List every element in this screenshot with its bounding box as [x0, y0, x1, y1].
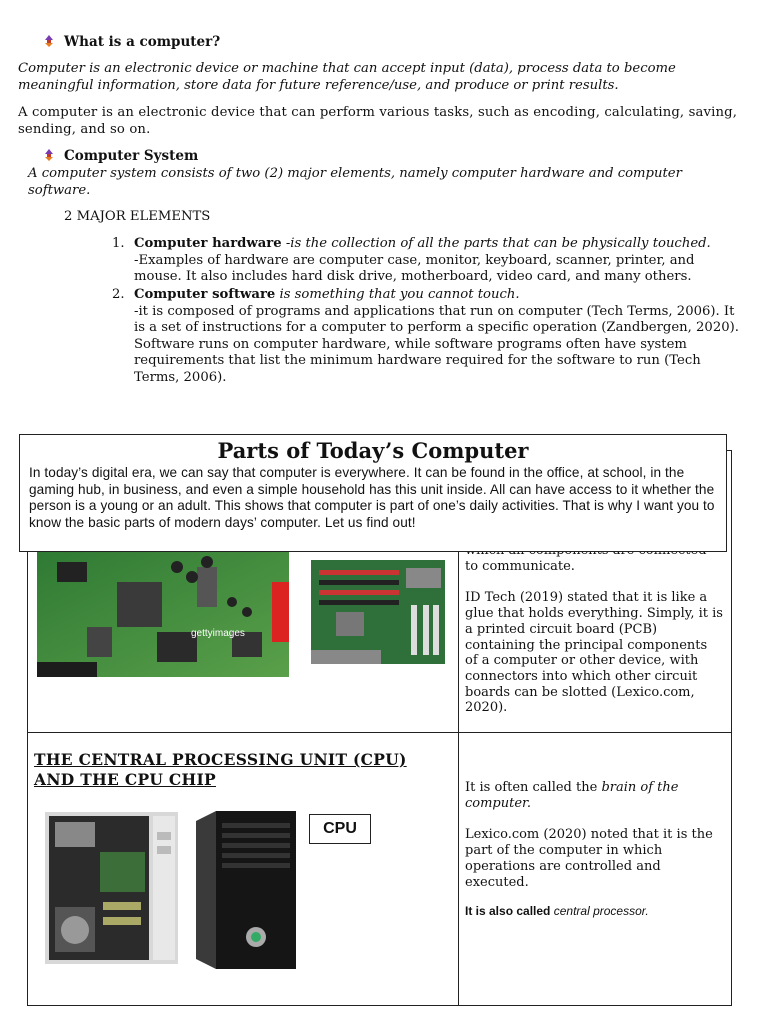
cpu-text-3 — [465, 904, 723, 920]
cpu-open-case-photo — [45, 812, 178, 964]
cpu-heading-line-1: THE CENTRAL PROCESSING UNIT (CPU) — [34, 750, 407, 769]
cpu-heading-line-2: AND THE CPU CHIP — [34, 770, 217, 789]
cpu-heading — [34, 750, 407, 790]
cpu-text-2: Lexico.com (2020) noted that it is the part of the computer in which operations are controlled and executed. — [465, 827, 713, 890]
motherboard-photo-2 — [311, 560, 445, 664]
item-term: Computer software — [134, 287, 276, 302]
intro-box — [19, 434, 727, 552]
cpu-text-1-italic: brain of the computer. — [465, 780, 679, 811]
motherboard-text-2: ID Tech (2019) stated that it is like a glue that holds everything. Simply, it is a printed circuit board (PCB) containing the principal components of a computer or other device, with connectors into which other circuit boards can be slotted (Lexico.com, 2020). — [465, 590, 723, 716]
bullet-arrow-icon — [42, 148, 56, 162]
item-definition: is something that you cannot touch. — [275, 287, 520, 302]
major-elements-heading: 2 MAJOR ELEMENTS — [64, 209, 211, 224]
motherboard-photo-1 — [37, 552, 289, 677]
motherboard-text-1: to communicate. — [465, 558, 575, 574]
item-definition: -is the collection of all the parts that can be physically touched. — [281, 236, 711, 251]
definition-plain: A computer is an electronic device that can perform various tasks, such as encoding, calculating, saving, sending, and so on. — [18, 105, 738, 137]
definition-italic: Computer is an electronic device or machine that can accept input (data), process data to become meaningful information, store data for future reference/use, and produce or print results. — [18, 61, 676, 93]
item-number: 2. — [112, 287, 125, 302]
system-intro: A computer system consists of two (2) major elements, namely computer hardware and computer software. — [28, 166, 682, 198]
heading-computer-system — [42, 148, 198, 166]
bullet-arrow-icon — [42, 34, 56, 48]
item-detail: -it is composed of programs and applications that run on computer (Tech Terms, 2006). It is a set of instructions for a computer to perform a specific operation (Zandbergen, 2020). Software runs on computer hardware, while software programs often have system requirements that list the minimum hardware required for the software to run (Tech Terms, 2006). — [134, 303, 739, 385]
heading-what-is-computer — [42, 34, 220, 52]
item-term: Computer hardware — [134, 236, 282, 251]
intro-body: In today’s digital era, we can say that computer is everywhere. It can be found in the office, at school, in the gaming hub, in business, and even a simple household has this unit inside. All can have access to it whether the person is a young or an adult. This shows that computer is part of one’s daily activities. That is why I want you to know the basic parts of modern days’ computer. Let us find out! — [29, 465, 715, 530]
hardware-item — [112, 236, 744, 286]
photo-watermark: gettyimages — [191, 628, 245, 639]
cpu-text-1 — [465, 780, 723, 811]
item-number: 1. — [112, 236, 125, 251]
intro-title: Parts of Today’s Computer — [217, 438, 529, 463]
item-detail: -Examples of hardware are computer case, monitor, keyboard, scanner, printer, and mouse. It also includes hard disk drive, motherboard, video card, and many others. — [134, 252, 695, 284]
heading-text: Computer System — [64, 148, 199, 164]
cpu-text-1-plain: It is often called the — [465, 780, 602, 795]
cpu-text-cell — [459, 733, 732, 1006]
cpu-text-3-italic: central processor. — [553, 904, 649, 919]
heading-text: What is a computer? — [64, 34, 221, 50]
software-item — [112, 287, 748, 386]
cpu-text-3-plain: It is also called — [465, 904, 554, 919]
cpu-tower-photo — [194, 809, 304, 971]
cpu-label-box: CPU — [309, 814, 371, 844]
